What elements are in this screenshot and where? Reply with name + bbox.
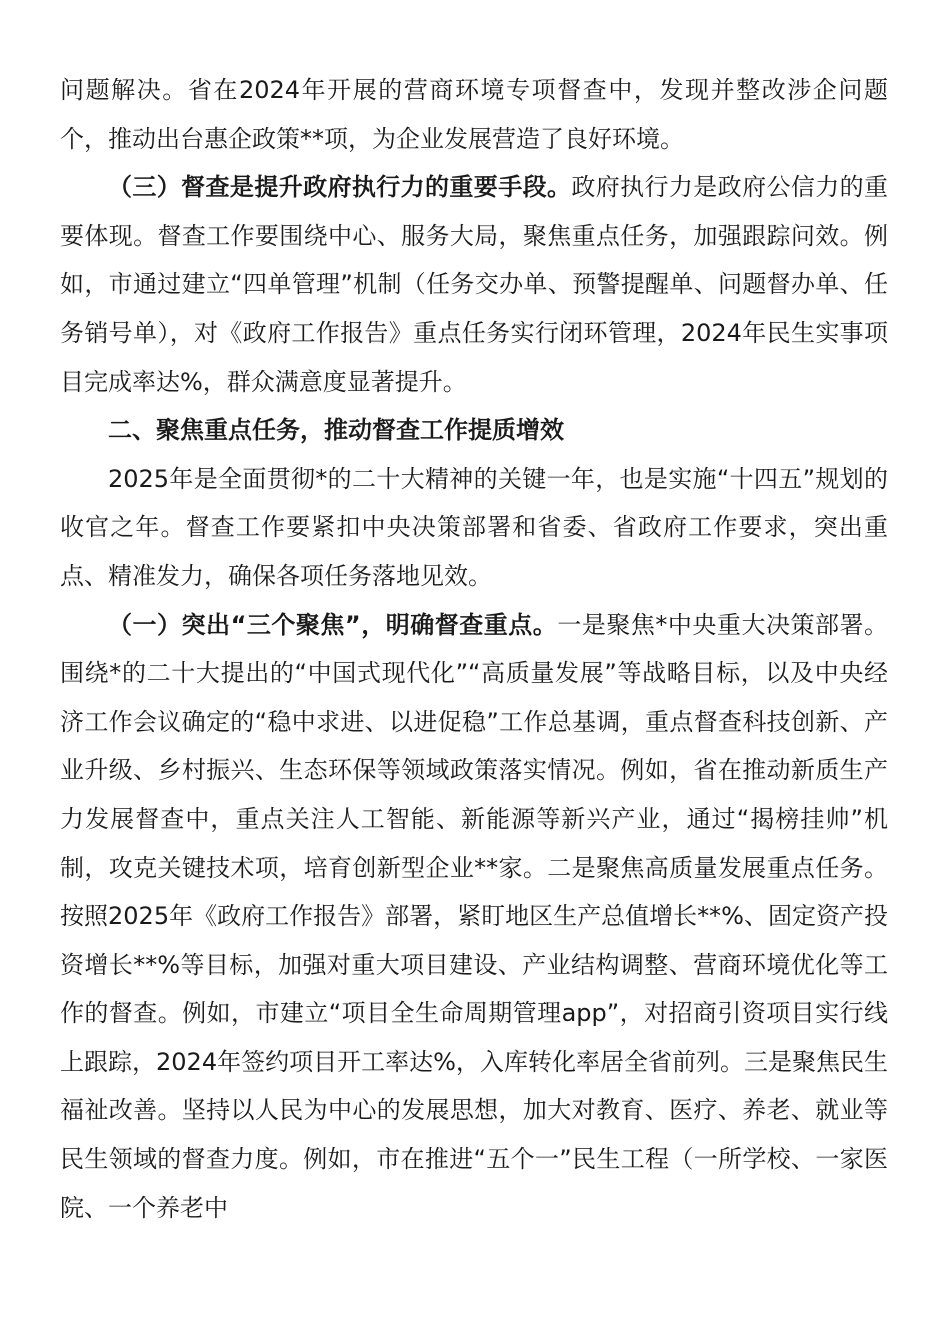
paragraph-lead: （三）督查是提升政府执行力的重要手段。 — [108, 173, 572, 202]
paragraph-text: 政府执行力是政府公信力的重要体现。督查工作要围绕中心、服务大局，聚焦重点任务，加强跟踪问效。例如，市通过建立“四单管理”机制（任务交办单、预警提醒单、问题督办单、任务销号单），对《政府工作报告》重点任务实行闭环管理，2024年民生实事项目完成率达%，群众满意度显著提升。 — [60, 173, 889, 396]
paragraph-execution — [60, 163, 888, 406]
paragraph-lead: （一）突出“三个聚焦”，明确督查重点。 — [108, 610, 558, 639]
paragraph-three-focus — [60, 601, 888, 1233]
paragraph-text: 问题解决。省在2024年开展的营商环境专项督查中，发现并整改涉企问题个，推动出台惠企政策**项，为企业发展营造了良好环境。 — [60, 76, 888, 153]
paragraph-text: 2025年是全面贯彻*的二十大精神的关键一年，也是实施“十四五”规划的收官之年。督查工作要紧扣中央决策部署和省委、省政府工作要求，突出重点、精准发力，确保各项任务落地见效。 — [60, 464, 888, 590]
section-heading: 二、聚焦重点任务，推动督查工作提质增效 — [108, 416, 564, 445]
paragraph-text: 一是聚焦*中央重大决策部署。围绕*的二十大提出的“中国式现代化”“高质量发展”等战略目标，以及中央经济工作会议确定的“稳中求进、以进促稳”工作总基调，重点督查科技创新、产业升级、乡村振兴、生态环保等领域政策落实情况。例如，省在推动新质生产力发展督查中，重点关注人工智能、新能源等新兴产业，通过“揭榜挂帅”机制，攻克关键技术项，培育创新型企业**家。二是聚焦高质量发展重点任务。按照2025年《政府工作报告》部署，紧盯地区生产总值增长**%、固定资产投资增长**%等目标，加强对重大项目建设、产业结构调整、营商环境优化等工作的督查。例如，市建立“项目全生命周期管理app”，对招商引资项目实行线上跟踪，2024年签约项目开工率达%，入库转化率居全省前列。三是聚焦民生福祉改善。坚持以人民为中心的发展思想，加大对教育、医疗、养老、就业等民生领域的督查力度。例如，市在推进“五个一”民生工程（一所学校、一家医院、一个养老中 — [60, 610, 889, 1222]
paragraph-continuation — [60, 66, 888, 163]
document-page — [60, 66, 888, 1232]
paragraph-intro-2025 — [60, 455, 888, 601]
